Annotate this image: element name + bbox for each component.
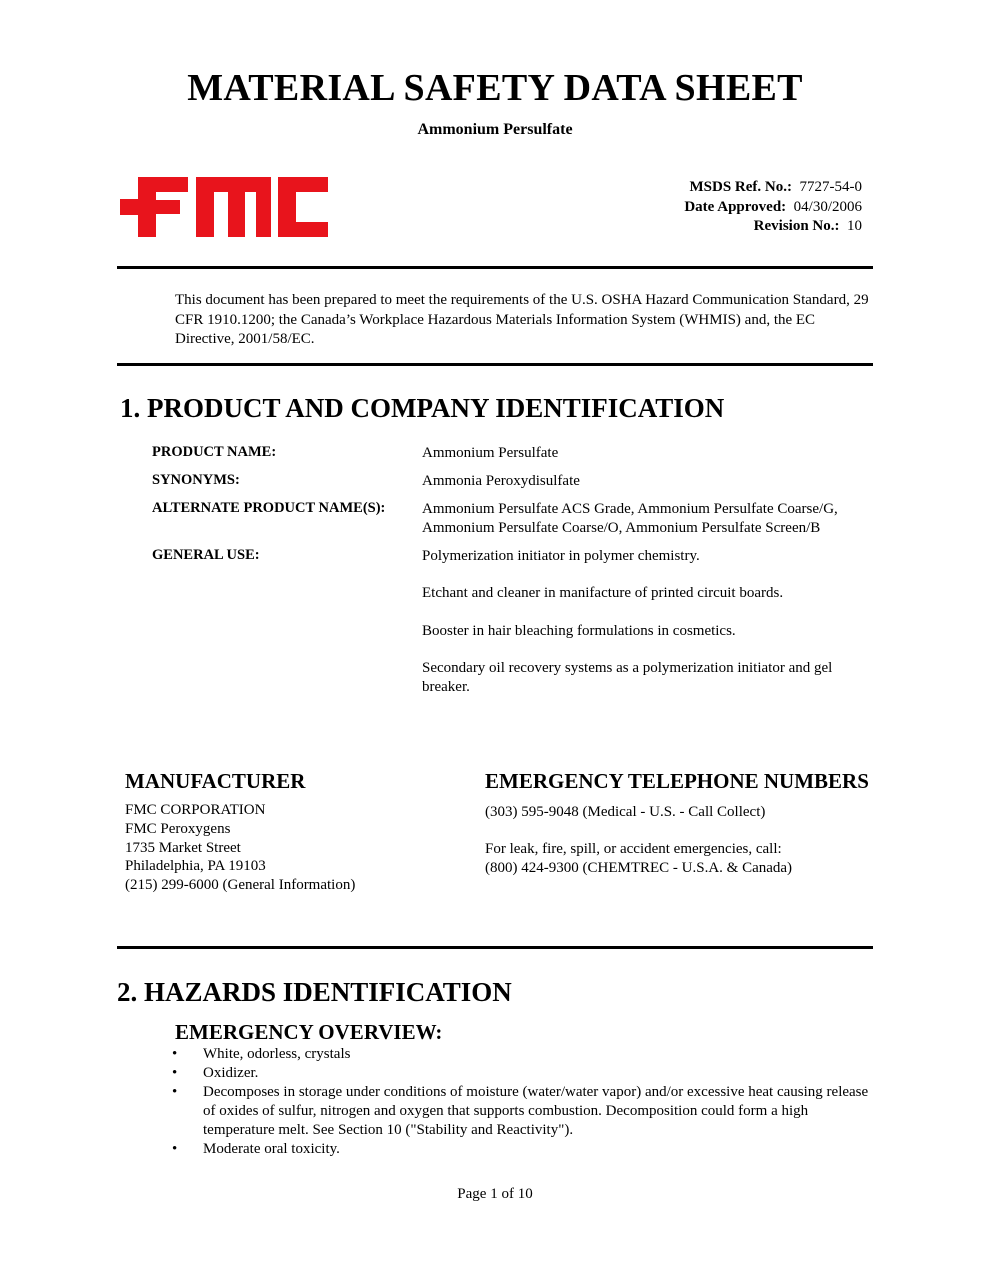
general-use-label: GENERAL USE:: [152, 547, 260, 563]
logo-text: FMC: [120, 173, 123, 174]
emergency-chemtrec: (800) 424-9300 (CHEMTREC - U.S.A. & Canada): [485, 860, 793, 876]
alternate-names-line: Ammonium Persulfate ACS Grade, Ammonium Persulfate Coarse/G,: [422, 501, 838, 517]
divider: [117, 363, 873, 366]
product-name-label: PRODUCT NAME:: [152, 444, 277, 460]
general-use-item: Booster in hair bleaching formulations in cosmetics.: [422, 623, 736, 639]
alternate-names-label: ALTERNATE PRODUCT NAME(S):: [152, 500, 386, 516]
msds-ref-value: 7727-54-0: [799, 179, 862, 195]
manufacturer-line: 1735 Market Street: [125, 839, 241, 856]
bullet-icon: •: [172, 1065, 178, 1081]
document-title: MATERIAL SAFETY DATA SHEET: [187, 67, 803, 109]
emergency-overview-heading: EMERGENCY OVERVIEW:: [175, 1020, 443, 1044]
general-use-item: Etchant and cleaner in manifacture of printed circuit boards.: [422, 585, 784, 601]
manufacturer-heading: MANUFACTURER: [125, 769, 306, 793]
msds-ref-label: MSDS Ref. No.:: [689, 179, 792, 195]
manufacturer-line: Philadelphia, PA 19103: [125, 858, 266, 875]
emergency-medical: (303) 595-9048 (Medical - U.S. - Call Collect): [485, 804, 766, 820]
general-use-item: Polymerization initiator in polymer chemistry.: [422, 548, 700, 564]
intro-paragraph: This document has been prepared to meet the requirements of the U.S. OSHA Hazard Communication Standard, 29 CFR 1910.1200; the Canada’s Workplace Hazardous Materials Information System (WHMIS) and, the EC Directive, 2001/58/EC.: [175, 292, 869, 347]
general-use-item: Secondary oil recovery systems as a polymerization initiator and gel breaker.: [422, 660, 833, 695]
product-subtitle: Ammonium Persulfate: [417, 121, 573, 138]
revision-label: Revision No.:: [753, 218, 840, 234]
alternate-names-line: Ammonium Persulfate Coarse/O, Ammonium Persulfate Screen/B: [422, 520, 821, 536]
list-item: • Moderate oral toxicity.: [172, 1141, 340, 1157]
synonyms-label: SYNONYMS:: [152, 472, 240, 488]
manufacturer-address: [125, 801, 355, 895]
date-approved-value: 04/30/2006: [793, 198, 862, 215]
bullet-icon: •: [172, 1046, 178, 1062]
section-1-heading: 1. PRODUCT AND COMPANY IDENTIFICATION: [120, 393, 725, 423]
alternate-names-value: [422, 500, 882, 538]
section-2-heading: 2. HAZARDS IDENTIFICATION: [117, 977, 512, 1007]
bullet-icon: •: [172, 1084, 178, 1100]
manufacturer-line: FMC CORPORATION: [125, 802, 266, 818]
list-item: • Oxidizer.: [172, 1065, 259, 1081]
bullet-icon: •: [172, 1141, 178, 1157]
manufacturer-line: FMC Peroxygens: [125, 820, 231, 837]
synonyms-value: Ammonia Peroxydisulfate: [422, 473, 580, 489]
list-item: • White, odorless, crystals: [172, 1046, 351, 1062]
reference-block: [684, 178, 862, 237]
emergency-heading: EMERGENCY TELEPHONE NUMBERS: [485, 769, 869, 793]
list-item: • Decomposes in storage under conditions of moisture (water/water vapor) and/or excessive heat causing release of oxides of sulfur, nitrogen and oxygen that supports combustion. Decomposition could form a high temperature melt. See Section 10 ("Stability and Reactivity").: [172, 1084, 869, 1138]
revision-value: 10: [847, 218, 862, 234]
divider: [117, 266, 873, 269]
manufacturer-line: (215) 299-6000 (General Information): [125, 877, 356, 894]
hazard-bullet-list: [172, 1045, 877, 1159]
date-approved-label: Date Approved:: [684, 198, 787, 215]
divider: [117, 946, 873, 949]
product-name-value: Ammonium Persulfate: [422, 445, 559, 461]
page-number: Page 1 of 10: [457, 1186, 533, 1202]
fmc-logo: [120, 173, 328, 241]
emergency-leak-intro: For leak, fire, spill, or accident emergencies, call:: [485, 841, 782, 857]
